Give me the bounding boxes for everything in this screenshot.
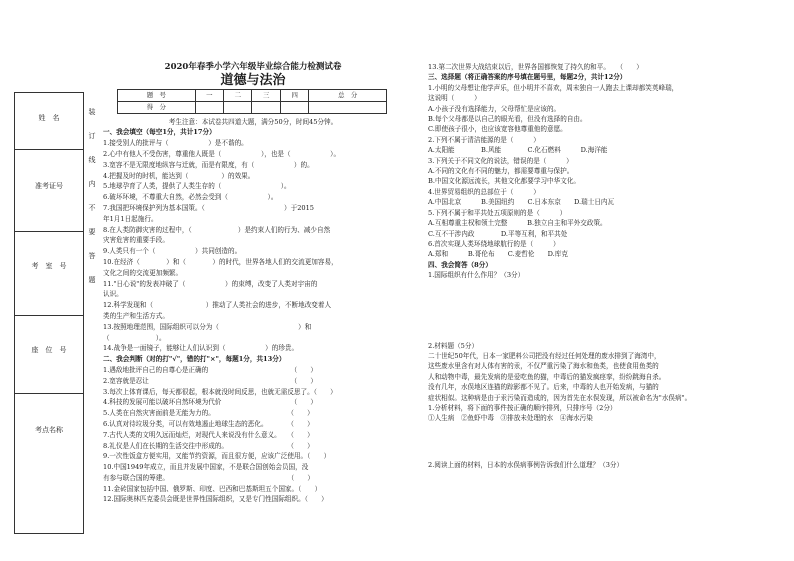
binding-seal-text: 装订线内不要答题 [88,108,96,284]
answer-space[interactable] [428,311,710,341]
question-line: 3.每次上体育课后，每天都很起，根本就没时间反思，也就无需反思了。（ ） [103,387,337,396]
score-cell: 三 [252,90,280,102]
question-line: 4.把握及时的时机，能达到（ ）的效果。 [103,171,255,180]
question-line: 1.小明的父母想让他学声乐，但小明并不喜欢，周末独自一人跑去上课却都笑英峰瑞， [428,83,679,92]
score-cell: 总 分 [309,90,387,102]
question-line: 5.地球孕育了人类，提供了人类生存的（ ）。 [103,182,291,191]
question-line: 有参与联合国的筹建。 （ ） [103,473,314,482]
score-table [117,89,387,114]
score-cell[interactable] [195,101,223,113]
question-line: 文化之间的交流更加频繁。 [103,268,183,277]
question-line: 10.中国1949年成立，而且并发展中国家，不是联合国创始会员国，没 [103,463,309,472]
final-question: 2.阅读上面的材料，日本的水俣病事例告诉我们什么道理？（3分） [428,460,624,469]
question-line: C.即使孩子很小，也应该宽容他尊重他的意愿。 [428,125,567,134]
question-line: 7.我国把环境保护列为基本国策。（ ）于2015 [103,203,314,212]
question-line: A.郑和 B.哥伦布 C.麦哲伦 D.库克 [428,250,568,259]
question-line: 症状相似。这种病是由于汞污染而造成的，因为首先在水俣发现，所以被命名为"水俣病"。 [428,393,692,402]
score-cell[interactable] [309,101,387,113]
question-line: 没有几年，水俣地区连猫的踪影都不见了。后来，中毒的人也开始发病，与猫的 [428,383,659,392]
question-line: 这些废水里含有对人体有害的汞，不仅严重污染了海水和鱼类，也使食用鱼类的 [428,362,659,371]
exam-site-label: 考点名称 [35,426,63,434]
question-line: 7.古代人类的文明久远而灿烂，对现代人来说没有什么意义。 （ ） [103,430,314,439]
question-line: C.互不干涉内政 D.平等互利，和平共处 [428,229,568,238]
score-cell: 得 分 [118,101,196,113]
section-heading: 一、我会填空（每空1分，共计17分） [103,128,216,137]
material-question [428,341,710,424]
question-line: B.每个父母都是以自己的眼光看，但没有选择的自由。 [428,115,587,124]
question-line: 6.破坏环境，不尊重大自然，必然会受到（ ）。 [103,193,278,202]
question-line: 1.国际组织有什么作用？（3分） [428,271,525,280]
question-line: 5.下列不属于和平共处五项原则的是（ ） [428,208,567,217]
student-info-sidebar [14,92,84,534]
question-line: 2.宽容就是忍让 （ ） [103,376,317,385]
score-table-row [118,90,387,102]
question-line: A.不同的文化有不同的魅力，都需要尊重与保护。 [428,167,574,176]
question-line: 年1月1日起施行。 [103,214,158,223]
question-line: 9.一次性饭盒方便实用，又能节约资源，而且很方便，应该广泛使用。（ ） [103,452,331,461]
answer-space[interactable] [428,424,710,460]
score-cell[interactable] [252,101,280,113]
question-line: 认识。 [103,290,123,299]
question-line: 12.科学发现和（ ）推动了人类社会的进步，不断地改变着人 [103,301,332,310]
question-line: 2.下列不属于清洁能源的是（ ） [428,135,540,144]
question-line: 13.第二次世界大战结束以后，世界各国都恢复了持久的和平。 （ ） [428,63,643,71]
exam-number-label: 准考证号 [35,182,63,190]
section-heading: 三、选择题（将正确答案的序号填在题号里，每题2分，共计12分） [428,73,627,82]
question-line: 3.宽容不是无限度地纵容与迁就，而是有限度，有（ ）的。 [103,160,314,169]
question-line: 10.在经济（ ）和（ ）的时代，世界各地人们的交流更加容易， [103,257,338,266]
question-line: 2.心中有他人不受伤害，尊重他人既是（ ），也是（ ）。 [103,149,341,158]
score-cell: 题 号 [118,90,196,102]
left-question-list [103,127,403,505]
question-line: 类的生产和生活方式。 [103,311,169,320]
right-question-list [428,62,710,281]
right-column [428,62,710,470]
question-line: 人和动物中毒，最先发病的是爱吃鱼的猫，中毒后的猫发疯痉挛，纷纷跳海自杀。 [428,372,666,381]
question-line: 11.金砖国家包括中国、俄罗斯、印度、巴西和巴基斯坦五个国家。（ ） [103,484,322,493]
question-line: A.太阳能 B.风能 C.化石燃料 D.海洋能 [428,146,608,155]
question-line: 4.世界贸易组织的总部位于（ ） [428,187,540,196]
question-line: 9.人类只有一个（ ）共同创造的。 [103,247,242,256]
question-line: （ ）。 [103,333,166,342]
question-line: 8.礼仪是人们在长期的生活交往中形成的。 （ ） [103,441,314,450]
left-column [103,62,403,505]
question-line: 14.战争是一面镜子，能够让人们认识到（ ）的珍贵。 [103,344,299,353]
question-line: 13.按照地理范围，国际组织可以分为（ ）和 [103,322,312,331]
score-cell: 二 [224,90,252,102]
question-line: 1.遇敌地批评自己的自尊心是正确的 （ ） [103,365,317,374]
question-line: ①人生病 ②鱼虾中毒 ③排放未处理的水 ④海水污染 [428,414,593,423]
question-line: 5.人类在自然灾害面前是无能为力的。 （ ） [103,409,314,418]
exam-note: 考生注意：本试卷共四道大题，满分50分，时间45分钟。 [168,117,338,126]
question-line: A.互相尊重主权和领土完整 B.独立自主和平外交政策。 [428,219,607,228]
question-line: 这说明（ ） [428,94,481,103]
seat-number-label: 座 位 号 [31,346,67,354]
question-line: A.小孩子没有选择能力，父母帮忙是应该的。 [428,104,561,113]
exam-title: 2020年春季小学六年级毕业综合能力检测试卷 [164,62,342,72]
question-line: A.中国北京 B.美国纽约 C.日本东京 D.瑞士日内瓦 [428,198,615,207]
score-cell: 一 [195,90,223,102]
question-line: 11."日心说"的发表冲破了（ ）的束缚，改变了人类对宇宙的 [103,279,318,288]
question-line: 6.首次实现人类环绕地球航行的是（ ） [428,239,560,248]
question-line: 4.科技的发展可能以破坏自然环境为代价 （ ） [103,398,317,407]
score-cell: 四 [280,90,308,102]
section-heading: 二、我会判断（对的打"√"，错的打"×"，每题1分，共13分） [103,355,286,364]
question-line: 8.在人类防御灾害的过程中，（ ）是约束人们的行为、减少自然 [103,225,331,234]
question-line: 1.接受别人的批评与（ ）是不谐的。 [103,139,248,148]
question-line: 灾害危害的重要手段。 [103,236,169,245]
question-line: 6.认真对待垃圾分类，可以有效地遏止地球生态的恶化。 （ ） [103,419,314,428]
question-line: 2.材料题（5分） [428,341,479,350]
question-line: 3.下列关于不同文化的说法，错误的是（ ） [428,156,573,165]
score-table-row [118,101,387,113]
exam-room-label: 考 室 号 [31,262,67,270]
question-line: 二十世纪50年代，日本一家肥料公司把没有经过任何处理的废水排到了海湾中， [428,351,661,360]
question-line: B.中国文化源远流长，其他文化都要学习中华文化。 [428,177,581,186]
name-label: 姓 名 [38,114,60,122]
answer-space[interactable] [428,281,710,311]
score-cell[interactable] [280,101,308,113]
question-line: 12.国际奥林匹克委员会既是世界性国际组织，又是专门性国际组织。（ ） [103,495,328,504]
question-line: 1.分析材料，将下面的事件按正确的顺序排列，只排序号（2分） [428,403,617,412]
score-cell[interactable] [224,101,252,113]
section-heading: 四、我会简答（8分） [428,260,492,269]
subject-title: 道德与法治 [220,73,286,88]
